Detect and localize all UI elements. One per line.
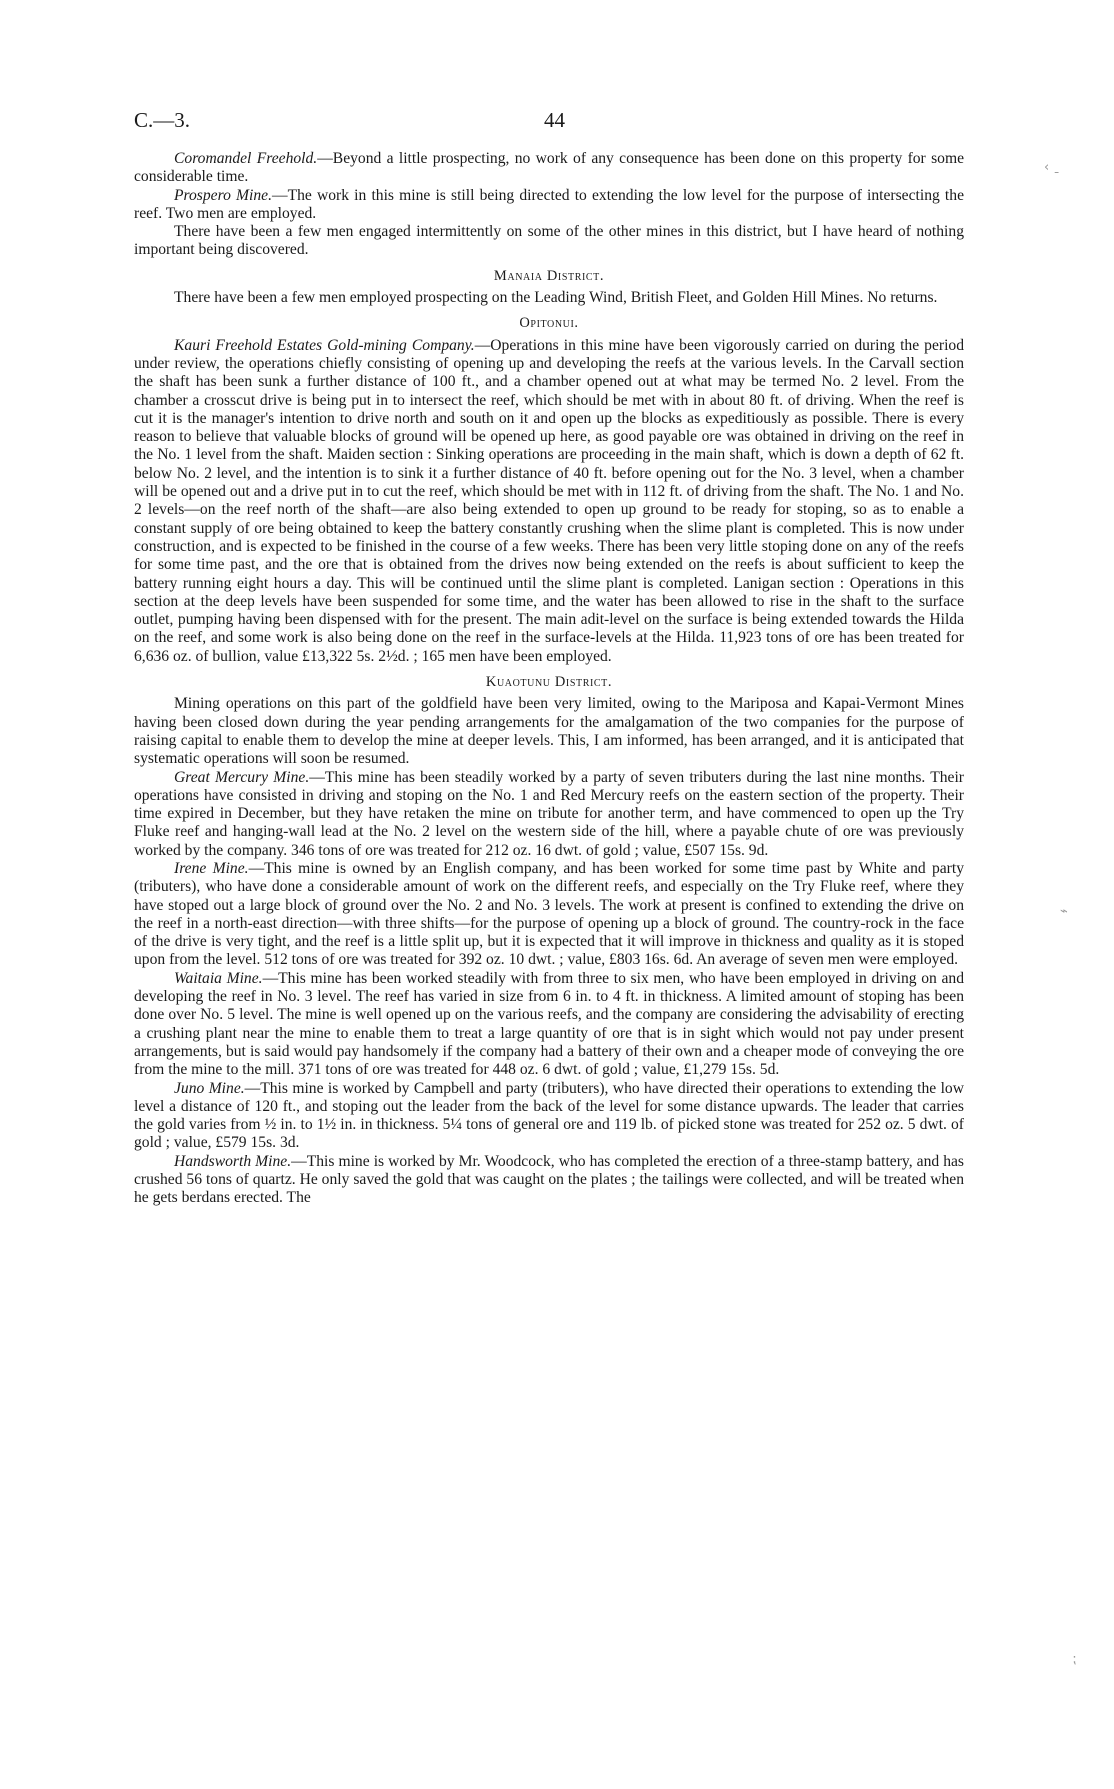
paragraph-lead: Kauri Freehold Estates Gold-mining Company. (174, 336, 475, 354)
paragraph-text: —This mine is owned by an English company, and has been worked for some time past by White and party (tributers), who have done a considerable amount of work on the different reefs, and especially on the Try Fluke reef, where they have stoped out a large block of ground over the No. 2 and No. 3 levels. The work at present is confined to extending the drive on the reef in a north-east direction—with three shifts—for the purpose of opening up a block of ground. The country-rock in the face of the drive is very tight, and the reef is a little split up, but it is expected that it will improve in thickness and quality as it is stoped upon from the level. 512 tons of ore was treated for 392 oz. 10 dwt. ; value, £803 16s. 6d. An average of seven men were employed. (134, 859, 964, 969)
document-page (134, 108, 964, 1208)
paragraph (134, 150, 964, 187)
margin-mark-middle: ⌁ (1060, 904, 1068, 919)
margin-mark-top: ‹ ˍ (1044, 160, 1060, 175)
paragraph-text: There have been a few men employed prospecting on the Leading Wind, British Fleet, and Golden Hill Mines. No returns. (174, 289, 938, 307)
paragraph-lead: Irene Mine. (174, 859, 249, 877)
paragraph-text: —Beyond a little prospecting, no work of any consequence has been done on this property for some considerable time. (134, 150, 964, 186)
paragraph-text: Mining operations on this part of the goldfield have been very limited, owing to the Mariposa and Kapai-Vermont Mines having been closed down during the year pending arrangements for the amalgamation of the two companies for the purpose of raising capital to enable them to develop the mine at deeper levels. This, I am informed, has been arranged, and it is anticipated that systematic operations will soon be resumed. (134, 695, 964, 768)
paragraph (134, 187, 964, 224)
paragraph-text: —This mine is worked by Campbell and party (tributers), who have directed their operations to extending the low level a distance of 120 ft., and stoping out the leader from the back of the level for some distance upwards. The leader that carries the gold varies from ½ in. to 1½ in. in thickness. 5¼ tons of general ore and 119 lb. of picked stone was treated for 252 oz. 5 dwt. of gold ; value, £579 15s. 3d. (134, 1079, 964, 1152)
paragraph-lead: Coromandel Freehold. (174, 150, 318, 167)
paragraph-text: —This mine has been steadily worked by a party of seven tributers during the last nine months. Their operations have consisted in driving and stoping on the No. 1 and Red Mercury reefs on the eastern section of the property. Their time expired in December, but they have retaken the mine on tribute for another term, and have commenced to open up the Try Fluke reef and hanging-wall lead at the No. 2 level on the western side of the hill, where a payable chute of ore was previously worked by the company. 346 tons of ore was treated for 212 oz. 16 dwt. of gold ; value, £507 15s. 9d. (134, 768, 964, 859)
paragraph-lead: Juno Mine. (174, 1079, 245, 1097)
paragraph-lead: Waitaia Mine. (174, 969, 263, 987)
paragraph-text: —The work in this mine is still being directed to extending the low level for the purpose of intersecting the reef. Two men are employed. (134, 186, 964, 222)
paragraph-text: —This mine is worked by Mr. Woodcock, who has completed the erection of a three-stamp battery, and has crushed 56 tons of quartz. He only saved the gold that was caught on the plates ; the tailings were collected, and will be treated when he gets berdans erected. The (134, 1152, 964, 1207)
margin-mark-bottom: ⁏ (1072, 1652, 1077, 1667)
section-heading: Opitonui. (519, 315, 579, 332)
paragraph (134, 223, 964, 260)
paragraph (134, 1080, 964, 1153)
paragraph-text: —This mine has been worked steadily with from three to six men, who have been employed in driving on and developing the reef in No. 3 level. The reef has varied in size from 6 in. to 4 ft. in thickness. A limited amount of stoping has been done over No. 5 level. The mine is well opened up on the various reefs, and the company are considering the advisability of erecting a crushing plant near the mine to enable them to treat a large quantity of ore that is in sight which would not pay under present arrangements, but is said would pay handsomely if the company had a battery of their own and a cheaper mode of conveying the ore from the mine to the mill. 371 tons of ore was treated for 448 oz. 6 dwt. of gold ; value, £1,279 15s. 5d. (134, 969, 964, 1079)
page-code: C.—3. (134, 108, 191, 132)
paragraph (134, 1153, 964, 1208)
paragraph (134, 289, 964, 307)
paragraph (134, 860, 964, 970)
paragraph-text: —Operations in this mine have been vigorously carried on during the period under review, the operations chiefly consisting of opening up and developing the reefs at the various levels. In the Carvall section the shaft has been sunk a further distance of 100 ft., and a chamber opened out at what may be termed No. 2 level. From the chamber a crosscut drive is being put in to intersect the reef, which should be met with in about 80 ft. of driving. When the reef is cut it is the manager's intention to drive north and south on it and open up the blocks as expeditiously as possible. There is every reason to believe that valuable blocks of ground will be opened up here, as good payable ore was obtained in driving on the reef in the No. 1 level from the shaft. Maiden section : Sinking operations are proceeding in the main shaft, which is down a depth of 62 ft. below No. 2 level, and the intention is to sink it a further distance of 40 ft. before opening out for the No. 3 level, when a chamber will be opened out and a drive put in to cut the reef, which should be met with in 112 ft. of driving from the shaft. The No. 1 and No. 2 levels—on the reef north of the shaft—are also being extended to open up ground to be ready for stoping, so as to enable a constant supply of ore being obtained to keep the battery constantly crushing when the slime plant is completed. This is now under construction, and is expected to be finished in the course of a few weeks. There has been very little stoping done on any of the reefs for some time past, and the ore that is obtained from the drives now being extended on the reefs is about sufficient to keep the battery running eight hours a day. This will be continued until the slime plant is completed. Lanigan section : Operations in this section at the deep levels have been suspended for some time, and the water has been allowed to rise in the shaft to the surface outlet, pumping having been dispensed with for the present. The main adit-level on the surface is being extended towards the Hilda on the reef, and some work is also being done on the reef in the surface-levels at the Hilda. 11,923 tons of ore has been treated for 6,636 oz. of bullion, value £13,322 5s. 2½d. ; 165 men have been employed. (134, 336, 965, 665)
paragraph-lead: Prospero Mine. (174, 186, 272, 204)
paragraph (134, 970, 964, 1080)
paragraph-text: There have been a few men engaged intermittently on some of the other mines in this district, but I have heard of nothing important being discovered. (134, 223, 964, 259)
paragraph-lead: Great Mercury Mine. (174, 768, 310, 786)
section-heading: Kuaotunu District. (485, 674, 613, 691)
report-body (134, 150, 964, 1208)
paragraph (134, 695, 964, 768)
page-number: 44 (544, 108, 565, 132)
paragraph-lead: Handsworth Mine. (174, 1152, 292, 1170)
section-heading: Manaia District. (493, 267, 605, 284)
paragraph (134, 337, 964, 666)
paragraph (134, 769, 964, 860)
page-header (134, 108, 964, 138)
